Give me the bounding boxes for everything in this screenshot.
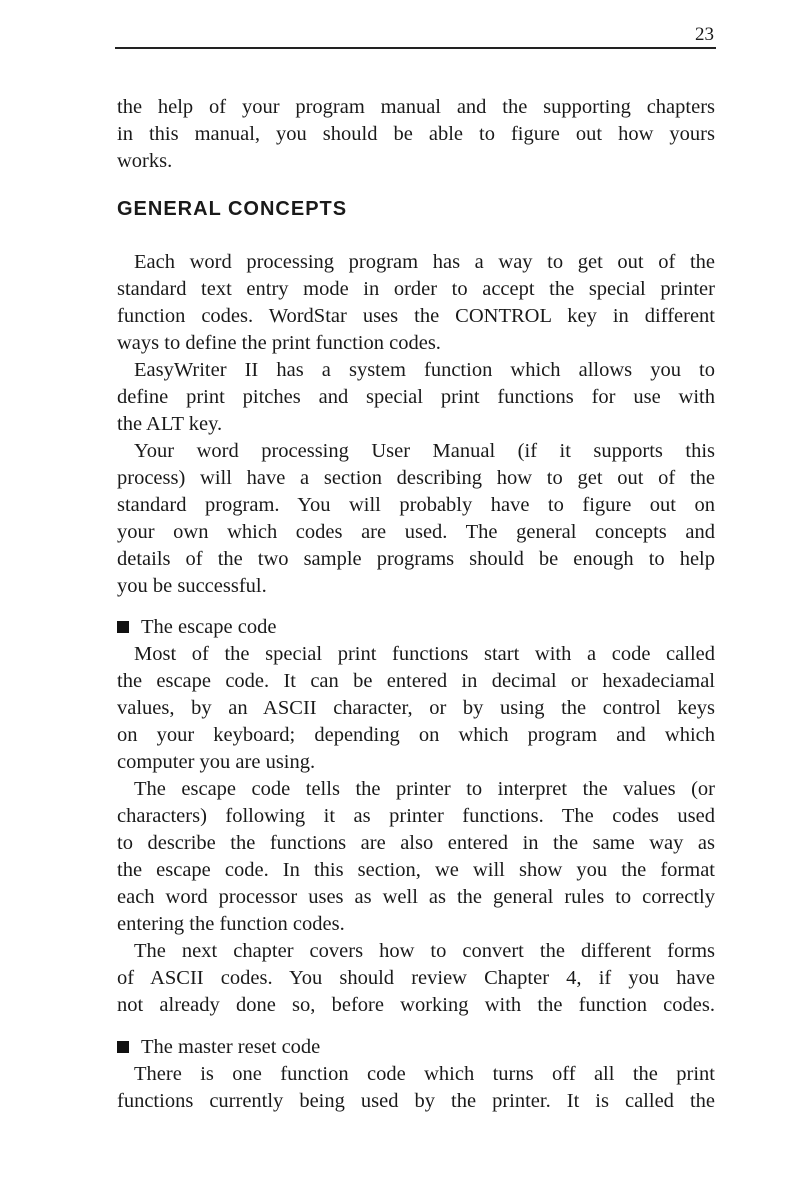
text-line: the escape code. In this section, we will show you the format [117, 859, 715, 881]
bullet-square-icon [117, 1041, 129, 1053]
header-rule [115, 47, 716, 49]
text-line: each word processor uses as well as the general rules to correctly [117, 886, 715, 908]
bullet-title: The master reset code [141, 1036, 321, 1058]
text-line: computer you are using. [117, 751, 316, 773]
bullet-heading [117, 614, 276, 641]
bullet-title: The escape code [141, 616, 277, 638]
text-line: to describe the functions are also entered in the same way as [117, 832, 715, 854]
text-line: standard text entry mode in order to accept the special printer [117, 278, 715, 300]
text-line: The next chapter covers how to convert the different forms [134, 940, 715, 962]
text-line: works. [117, 150, 173, 172]
text-line: values, by an ASCII character, or by using the control keys [117, 697, 715, 719]
text-line: your own which codes are used. The general concepts and [117, 521, 715, 543]
text-line: in this manual, you should be able to figure out how yours [117, 123, 715, 145]
text-line: process) will have a section describing how to get out of the [117, 467, 715, 489]
text-line: The escape code tells the printer to interpret the values (or [134, 778, 715, 800]
bullet-square-icon [117, 621, 129, 633]
text-line: EasyWriter II has a system function which allows you to [134, 359, 715, 381]
text-line: the escape code. It can be entered in decimal or hexadeciamal [117, 670, 715, 692]
text-line: There is one function code which turns off all the print [134, 1063, 715, 1085]
text-line: you be successful. [117, 575, 267, 597]
text-line: not already done so, before working with the function codes. [117, 994, 715, 1016]
text-line: ways to define the print function codes. [117, 332, 441, 354]
text-line: entering the function codes. [117, 913, 345, 935]
text-line: the help of your program manual and the supporting chapters [117, 96, 715, 118]
text-line: Most of the special print functions start with a code called [134, 643, 715, 665]
text-line: the ALT key. [117, 413, 223, 435]
text-line: characters) following it as printer functions. The codes used [117, 805, 715, 827]
text-line: functions currently being used by the printer. It is called the [117, 1090, 715, 1112]
text-line: of ASCII codes. You should review Chapter 4, if you have [117, 967, 715, 989]
text-line: on your keyboard; depending on which program and which [117, 724, 715, 746]
text-line: Each word processing program has a way to get out of the [134, 251, 715, 273]
text-line: define print pitches and special print functions for use with [117, 386, 715, 408]
text-line: details of the two sample programs should be enough to help [117, 548, 715, 570]
bullet-heading [117, 1034, 320, 1061]
text-line: standard program. You will probably have to figure out on [117, 494, 715, 516]
section-heading: GENERAL CONCEPTS [117, 198, 348, 220]
page-number: 23 [695, 24, 714, 45]
text-line: Your word processing User Manual (if it supports this [134, 440, 715, 462]
text-line: function codes. WordStar uses the CONTROL key in different [117, 305, 715, 327]
